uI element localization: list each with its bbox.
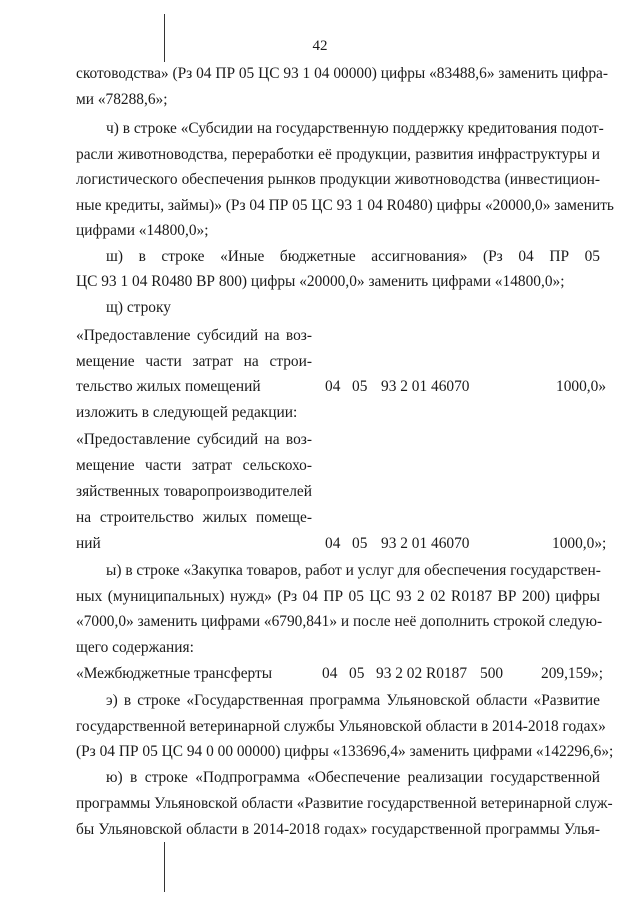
text-line: э) в строке «Государственная программа Ульяновской области «Развитие: [106, 692, 600, 709]
transfer-vr-value: 500: [480, 665, 504, 682]
text-line: ми «78288,6»;: [76, 91, 168, 108]
text-line: ш) в строке «Иные бюджетные ассигнования» (Рз 04 ПР 05: [106, 248, 600, 265]
transfer-name: «Межбюджетные трансферты: [76, 665, 273, 682]
table-name-line: мещение части затрат сельскохо-: [76, 457, 312, 474]
table-sum-value: 1000,0»: [556, 378, 607, 395]
transfer-sum-value: 209,159»;: [541, 665, 603, 682]
text-line: логистического обеспечения рынков продукции животноводства (инвестицион-: [76, 171, 600, 188]
text-line: изложить в следующей редакции:: [76, 404, 298, 421]
page-number: 42: [312, 38, 328, 54]
table-rz-value: 04: [325, 535, 341, 552]
table-cs-value: 93 2 01 46070: [381, 378, 470, 395]
table-pr-value: 05: [352, 378, 368, 395]
transfer-rz-value: 04: [322, 665, 338, 682]
text-line: ы) в строке «Закупка товаров, работ и услуг для обеспечения государствен-: [106, 562, 601, 579]
text-line: щего содержания:: [76, 639, 194, 656]
text-line: (Рз 04 ПР 05 ЦС 94 0 00 00000) цифры «133696,4» заменить цифрами «142296,6»;: [76, 743, 614, 760]
table-rz-value: 04: [325, 378, 341, 395]
text-line: скотоводства» (Рз 04 ПР 05 ЦС 93 1 04 00000) цифры «83488,6» заменить цифра-: [76, 65, 609, 82]
text-line: ные кредиты, займы)» (Рз 04 ПР 05 ЦС 93 1 04 R0480) цифры «20000,0» заменить: [76, 197, 614, 214]
text-line: государственной ветеринарной службы Ульяновской области в 2014-2018 годах»: [76, 718, 606, 735]
transfer-pr-value: 05: [349, 665, 365, 682]
table-cs-value: 93 2 01 46070: [381, 535, 470, 552]
table-name-line: зяйственных товаропроизводителей: [76, 483, 312, 500]
text-line: ю) в строке «Подпрограмма «Обеспечение реализации государственной: [106, 769, 600, 786]
table-name-line: мещение части затрат на строи-: [76, 353, 312, 370]
text-line: ЦС 93 1 04 R0480 ВР 800) цифры «20000,0» заменить цифрами «14800,0»;: [76, 273, 565, 290]
table-sum-value: 1000,0»;: [552, 535, 607, 552]
text-line: ч) в строке «Субсидии на государственную поддержку кредитования подот-: [106, 120, 604, 137]
table-pr-value: 05: [352, 535, 368, 552]
transfer-cs-value: 93 2 02 R0187: [376, 665, 468, 682]
text-line: программы Ульяновской области «Развитие государственной ветеринарной служ-: [76, 795, 613, 812]
text-line: цифрами «14800,0»;: [76, 222, 209, 239]
table-name-line: ний: [76, 535, 101, 552]
table-name-line: «Предоставление субсидий на воз-: [76, 431, 312, 448]
text-line: щ) строку: [106, 299, 171, 316]
text-line: ных (муниципальных) нужд» (Рз 04 ПР 05 ЦС 93 2 02 R0187 ВР 200) цифры: [76, 588, 600, 605]
text-line: «7000,0» заменить цифрами «6790,841» и после неё дополнить строкой следую-: [76, 613, 603, 630]
text-line: бы Ульяновской области в 2014-2018 годах» государственной программы Улья-: [76, 821, 600, 838]
text-line: расли животноводства, переработки её продукции, развития инфраструктуры и: [76, 146, 600, 163]
table-name-line: «Предоставление субсидий на воз-: [76, 327, 312, 344]
table-name-line: тельство жилых помещений: [76, 378, 261, 395]
binding-margin-line-bottom: [164, 842, 165, 892]
table-name-line: на строительство жилых помеще-: [76, 509, 312, 526]
